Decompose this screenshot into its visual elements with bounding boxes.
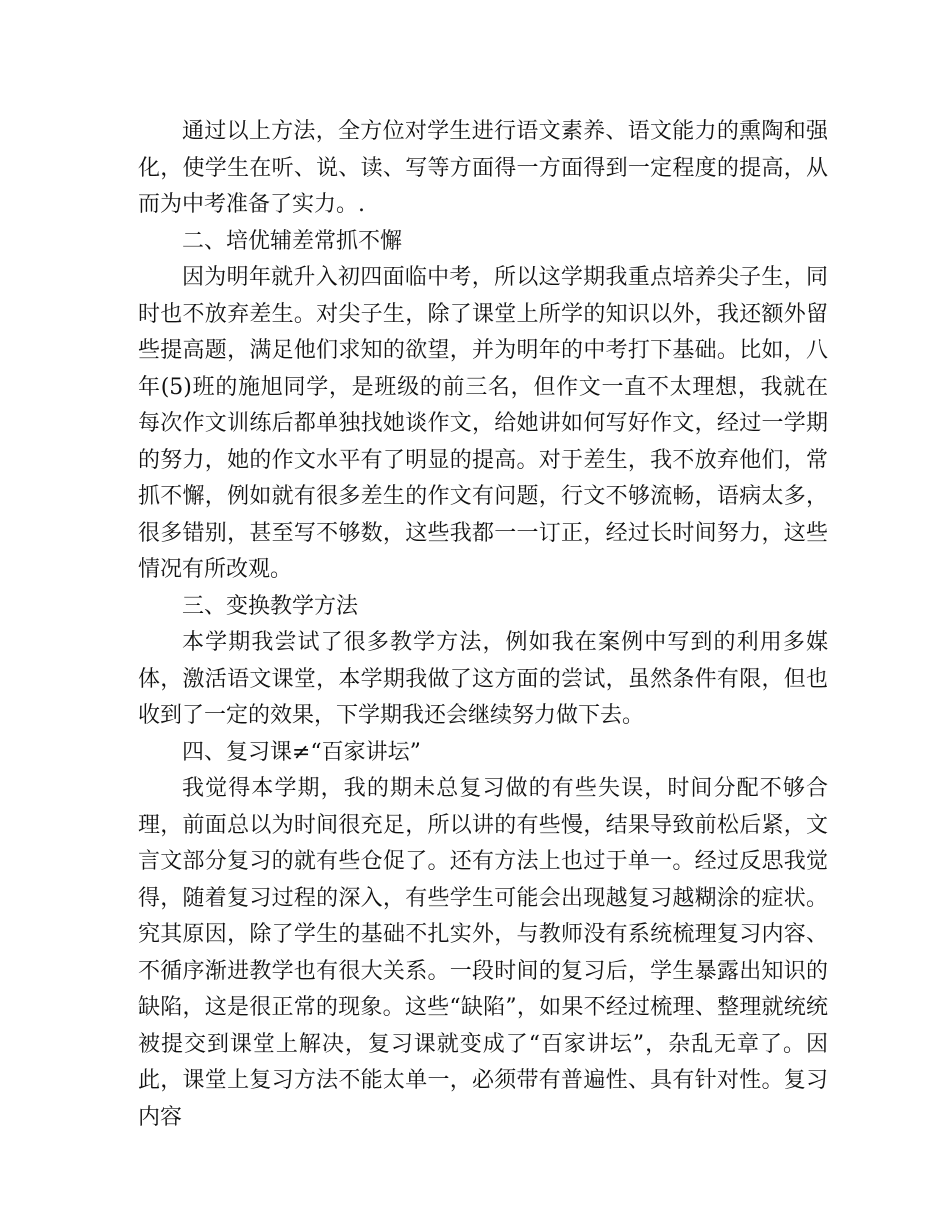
paragraph-methods: 本学期我尝试了很多教学方法，例如我在案例中写到的利用多媒体，激活语文课堂，本学期我做了这方面的尝试，虽然条件有限，但也收到了一定的效果，下学期我还会继续努力做下去。 [138,630,828,728]
paragraph-review: 我觉得本学期，我的期未总复习做的有些失误，时间分配不够合理，前面总以为时间很充足，所以讲的有些慢，结果导致前松后紧，文言文部分复习的就有些仓促了。还有方法上也过于单一。经过反思我觉得，随着复习过程的深入，有些学生可能会出现越复习越糊涂的症状。究其原因，除了学生的基础不扎实外，与教师没有系统梳理复习内容、不循序渐进教学也有很大关系。一段时间的复习后，学生暴露出知识的缺陷，这是很正常的现象。这些“缺陷”，如果不经过梳理、整理就统统被提交到课堂上解决，复习课就变成了“百家讲坛”，杂乱无章了。因此，课堂上复习方法不能太单一，必须带有普遍性、具有针对性。复习内容 [138,776,828,1130]
document-body [138,114,828,1136]
section-heading-2: 二、培优辅差常抓不懈 [182,228,403,254]
paragraph-summary: 通过以上方法，全方位对学生进行语文素养、语文能力的熏陶和强化，使学生在听、说、读、写等方面得一方面得到一定程度的提高，从而为中考准备了实力。. [138,119,828,217]
paragraph-tutoring: 因为明年就升入初四面临中考，所以这学期我重点培养尖子生，同时也不放弃差生。对尖子生，除了课堂上所学的知识以外，我还额外留些提高题，满足他们求知的欲望，并为明年的中考打下基础。比如，八年(5)班的施旭同学，是班级的前三名，但作文一直不太理想，我就在每次作文训练后都单独找她谈作文，给她讲如何写好作文，经过一学期的努力，她的作文水平有了明显的提高。对于差生，我不放弃他们，常抓不懈，例如就有很多差生的作文有问题，行文不够流畅，语病太多，很多错别，甚至写不够数，这些我都一一订正，经过长时间努力，这些情况有所改观。 [138,265,828,582]
section-heading-4: 四、复习课≠“百家讲坛” [182,739,421,765]
section-heading-3: 三、变换教学方法 [182,593,359,619]
